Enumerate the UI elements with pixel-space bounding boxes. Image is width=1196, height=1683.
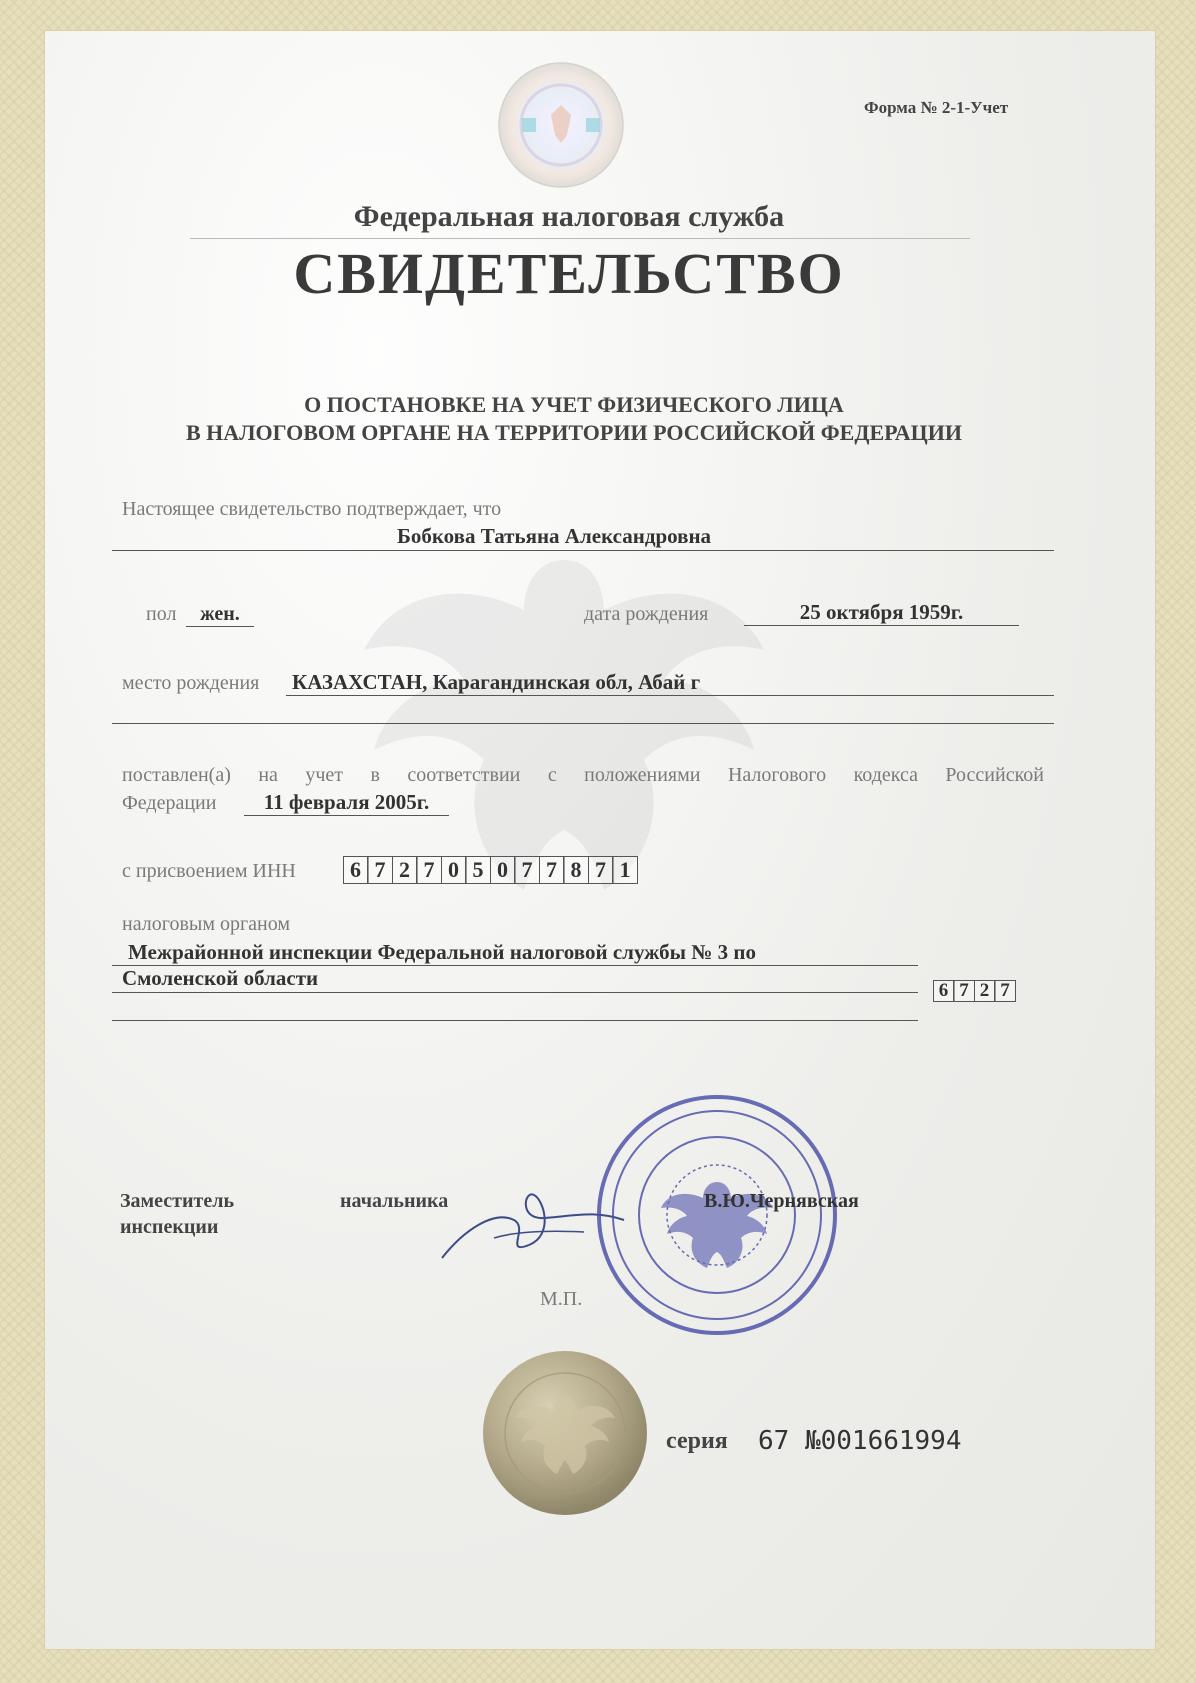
inn-digit: 5: [465, 856, 491, 884]
sex-label: пол: [146, 603, 177, 625]
official-blue-stamp: [592, 1090, 842, 1340]
tax-authority-label: налоговым органом: [122, 913, 291, 935]
authority-code-boxes: [934, 980, 1016, 1002]
stamp-placeholder-label: М.П.: [540, 1288, 583, 1310]
inn-label: с присвоением ИНН: [122, 860, 296, 882]
registered-date: 11 февраля 2005г.: [244, 790, 449, 816]
inn-digit: 0: [490, 856, 516, 884]
agency-name: Федеральная налоговая служба: [353, 200, 785, 233]
signer-name: В.Ю.Чернявская: [704, 1190, 859, 1212]
registered-label: Федерации: [122, 792, 217, 814]
registered-line-1: поставлен(а) на учет в соответствии с положениями Налогового кодекса Российской: [122, 764, 1044, 786]
birth-date-value: 25 октября 1959г.: [744, 600, 1019, 626]
inn-digit: 7: [416, 856, 442, 884]
inn-digit-boxes: [344, 856, 638, 884]
authority-code-digit: 6: [933, 980, 955, 1002]
confirms-label: Настоящее свидетельство подтверждает, что: [122, 498, 502, 520]
authority-code-digit: 2: [974, 980, 996, 1002]
inn-digit: 2: [392, 856, 418, 884]
authority-code-digit: 7: [994, 980, 1016, 1002]
eagle-watermark: [344, 540, 784, 960]
sex-value: жен.: [186, 603, 254, 627]
full-name: Бобкова Татьяна Александровна: [396, 524, 712, 548]
document-title: СВИДЕТЕЛЬСТВО: [293, 241, 845, 306]
inn-digit: 7: [539, 856, 565, 884]
inn-digit: 0: [441, 856, 467, 884]
birth-date-label: дата рождения: [584, 603, 709, 625]
inn-digit: 6: [343, 856, 369, 884]
position-line-1: Заместитель: [120, 1190, 235, 1212]
inn-digit: 8: [563, 856, 589, 884]
form-number: Форма № 2-1-Учет: [864, 98, 1009, 117]
gold-seal: [480, 1348, 650, 1518]
subtitle-line-2: В НАЛОГОВОМ ОРГАНЕ НА ТЕРРИТОРИИ РОССИЙСКОЙ ФЕДЕРАЦИИ: [185, 420, 963, 445]
authority-code-digit: 7: [953, 980, 975, 1002]
series-number: 67 №001661994: [758, 1426, 962, 1456]
tax-authority-underline-2: [112, 992, 918, 993]
birth-place-underline-1: [286, 695, 1054, 696]
inn-digit: 7: [514, 856, 540, 884]
birth-place-value: КАЗАХСТАН, Карагандинская обл, Абай г: [292, 670, 701, 694]
agency-underline: [190, 238, 970, 239]
full-name-underline: [112, 550, 1054, 551]
inn-digit: 1: [612, 856, 638, 884]
birth-place-underline-2: [112, 723, 1054, 724]
hologram-emblem: [496, 60, 626, 190]
series-label: серия: [666, 1428, 728, 1454]
inn-digit: 7: [588, 856, 614, 884]
certificate-sheet: [44, 30, 1156, 1650]
tax-authority-underline-3: [112, 1020, 918, 1021]
birth-place-label: место рождения: [122, 672, 260, 694]
subtitle-line-1: О ПОСТАНОВКЕ НА УЧЕТ ФИЗИЧЕСКОГО ЛИЦА: [304, 392, 844, 417]
position-middle: начальника: [340, 1190, 449, 1212]
tax-authority-line-2: Смоленской области: [122, 966, 319, 990]
position-line-2: инспекции: [120, 1216, 219, 1238]
inn-digit: 7: [367, 856, 393, 884]
tax-authority-line-1: Межрайонной инспекции Федеральной налоговой службы № 3 по: [128, 940, 756, 964]
